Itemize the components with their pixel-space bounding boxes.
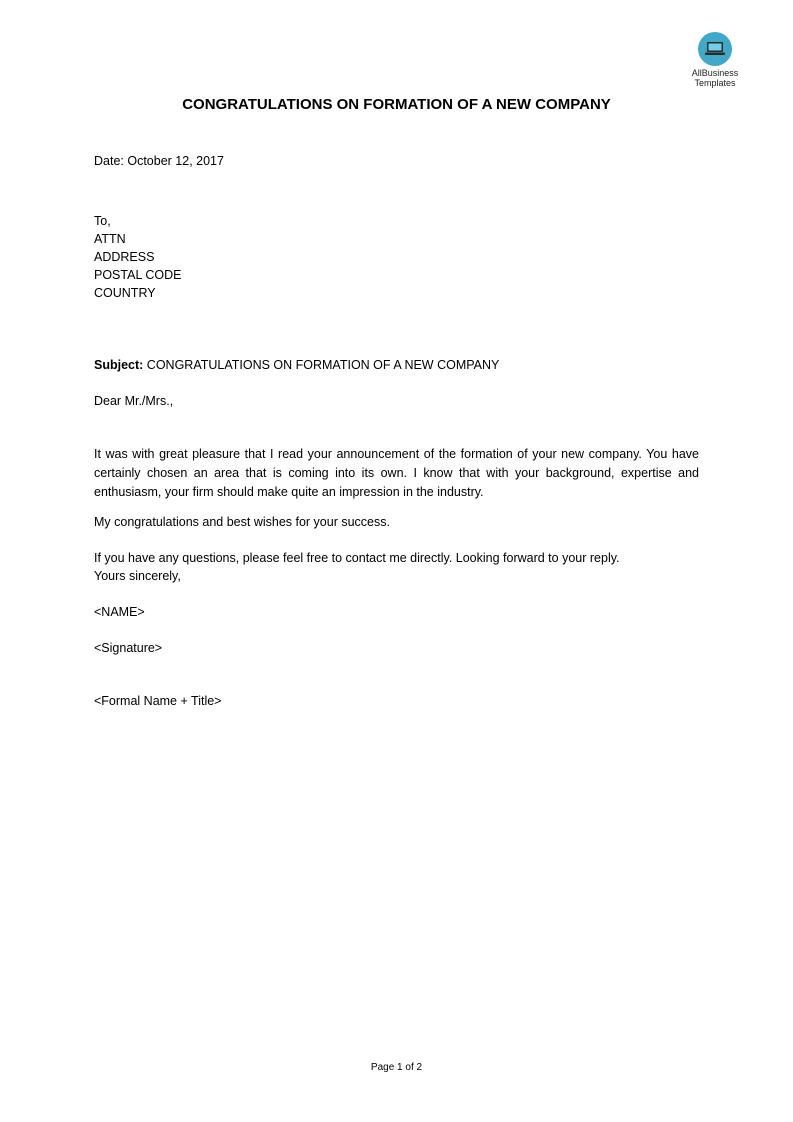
body-paragraph-3: If you have any questions, please feel free to contact me directly. Looking forward to your reply.: [94, 551, 620, 565]
body-paragraph-2: My congratulations and best wishes for your success.: [94, 515, 390, 529]
recipient-to: To,: [94, 214, 111, 228]
formal-name-placeholder: <Formal Name + Title>: [94, 694, 222, 708]
recipient-postal-code: POSTAL CODE: [94, 268, 182, 282]
recipient-attn: ATTN: [94, 232, 126, 246]
logo-badge: [698, 32, 732, 66]
closing: Yours sincerely,: [94, 569, 181, 583]
document-title: CONGRATULATIONS ON FORMATION OF A NEW COMPANY: [182, 96, 611, 113]
date-line: Date: October 12, 2017: [94, 154, 224, 168]
logo-text-line2: Templates: [694, 78, 736, 88]
recipient-address: ADDRESS: [94, 250, 155, 264]
name-placeholder: <NAME>: [94, 605, 145, 619]
recipient-country: COUNTRY: [94, 286, 156, 300]
subject-label: Subject:: [94, 358, 144, 372]
subject-text: CONGRATULATIONS ON FORMATION OF A NEW COMPANY: [143, 358, 500, 372]
signature-placeholder: <Signature>: [94, 641, 163, 655]
body-paragraph-1: It was with great pleasure that I read your announcement of the formation of your new company. You have certainly chosen an area that is coming into its own. I know that with your background, expertise and enthusiasm, your firm should make quite an impression in the industry.: [94, 447, 699, 499]
allbusiness-logo: [686, 32, 744, 88]
salutation: Dear Mr./Mrs.,: [94, 394, 174, 408]
subject-line: [94, 356, 499, 374]
logo-text-line1: AllBusiness: [691, 68, 739, 78]
laptop-icon: [704, 40, 726, 58]
page-footer: Page 1 of 2: [370, 1062, 423, 1073]
